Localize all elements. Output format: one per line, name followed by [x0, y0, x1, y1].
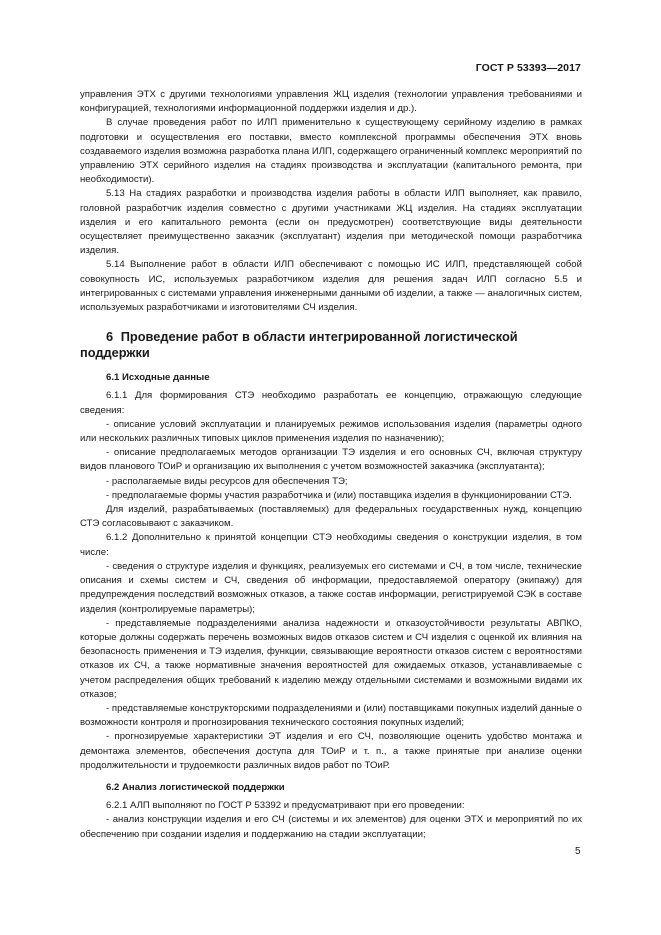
paragraph-6-1-1: 6.1.1 Для формирования СТЭ необходимо разработать ее концепцию, отражающую следующие сведения: — [80, 390, 582, 416]
list-item: - описание условий эксплуатации и планируемых режимов использования изделия (параметры одного или нескольких различных типовых циклов применения изделия по назначению); — [80, 418, 582, 445]
document-body — [80, 88, 582, 842]
paragraph: Для изделий, разрабатываемых (поставляемых) для федеральных государственных нужд, концепцию СТЭ согласовывают с заказчиком. — [80, 504, 582, 530]
document-code-header: ГОСТ Р 53393—2017 — [475, 62, 581, 74]
paragraph: В случае проведения работ по ИЛП применительно к существующему серийному изделию в рамках подготовки и осуществления его поставки, вместо комплексной программы обеспечения ЭТХ вновь создаваемого изделия возможна разработка плана ИЛП, содержащего ограниченный комплекс мероприятий по управлению ЭТХ серийного изделия на стадиях производства и эксплуатации (капитального ремонта, при необходимости). — [80, 117, 582, 186]
list-item: - располагаемые виды ресурсов для обеспечения ТЭ; — [106, 475, 348, 487]
section-6-heading — [80, 329, 582, 361]
page-number: 5 — [575, 846, 581, 857]
section-title: Проведение работ в области интегрированной логистической поддержки — [80, 329, 518, 361]
list-item: - представляемые конструкторскими подразделениями и (или) поставщиками покупных изделий данные о возможности контроля и прогнозирования технического состояния покупных изделий; — [80, 702, 582, 729]
section-number: 6 — [106, 329, 114, 345]
list-item: - сведения о структуре изделия и функциях, реализуемых его системами и СЧ, в том числе, технические описания и схемы систем и СЧ, сведения об информации, предоставляемой оператору (экипажу) для предупреждения последствий возможных отказов, а также состав информации, регистрируемой СЭК в составе изделия (контролируемые параметры); — [80, 560, 582, 615]
paragraph-5-13: 5.13 На стадиях разработки и производства изделия работы в области ИЛП выполняет, как правило, головной разработчик изделия совместно с другими участниками ЖЦ изделия. На стадиях эксплуатации изделия и его капитального ремонта (если он предусмотрен) соответствующие виды деятельности осуществляет преимущественно заказчик (эксплуатант) изделия при методической помощи разработчика изделия. — [80, 188, 582, 257]
list-item: - анализ конструкции изделия и его СЧ (системы и их элементов) для оценки ЭТХ и мероприятий по их обеспечению при создании изделия и поддержанию на стадии эксплуатации; — [80, 814, 582, 840]
list-item: - описание предполагаемых методов организации ТЭ изделия и его основных СЧ, включая структуру видов планового ТОиР и организацию их выполнения с учетом возможностей заказчика (эксплуатанта); — [80, 447, 582, 473]
paragraph: управления ЭТХ с другими технологиями управления ЖЦ изделия (технологии управления требованиями и конфигурацией, технологиями информационной поддержки изделия и др.). — [80, 89, 582, 115]
subsection-6-2-heading: 6.2 Анализ логистической поддержки — [106, 781, 285, 793]
paragraph-5-14: 5.14 Выполнение работ в области ИЛП обеспечивают с помощью ИС ИЛП, представляющей собой совокупность ИС, используемых разработчиком изделия для решения задач ИЛП согласно 5.5 и интегрированных с системами управления инженерными данными об изделии, а также — аналогичных систем, используемых разработчиками и изготовителями СЧ изделия. — [80, 259, 582, 314]
list-item: - предполагаемые формы участия разработчика и (или) поставщика изделия в функционировании СТЭ. — [106, 489, 572, 501]
paragraph-6-1-2: 6.1.2 Дополнительно к принятой концепции СТЭ необходимы сведения о конструкции изделия, в том числе: — [80, 532, 582, 558]
list-item: - представляемые подразделениями анализа надежности и отказоустойчивости результаты АВПКО, которые должны содержать перечень возможных видов отказов систем и СЧ изделия с оценкой их влияния на безопасность применения и ТЭ изделия, функции, связывающие вероятности отказов систем с вероятностями отказов их СЧ, а также нормативные значения вероятностей для ожидаемых отказов, устанавливаемые с учетом распределения общих требований к изделию между отдельными системами и возможными видами их отказов; — [80, 617, 582, 700]
subsection-6-1-heading: 6.1 Исходные данные — [106, 372, 210, 384]
paragraph-6-2-1: 6.2.1 АЛП выполняют по ГОСТ Р 53392 и предусматривают при его проведении: — [106, 800, 465, 812]
list-item: - прогнозируемые характеристики ЭТ изделия и его СЧ, позволяющие оценить удобство монтажа и демонтажа элементов, обеспечения доступа для ТОиР и т. п., а также принятые при анализе оценки продолжительности и трудоемкости различных видов работ по ТОиР. — [80, 731, 582, 771]
